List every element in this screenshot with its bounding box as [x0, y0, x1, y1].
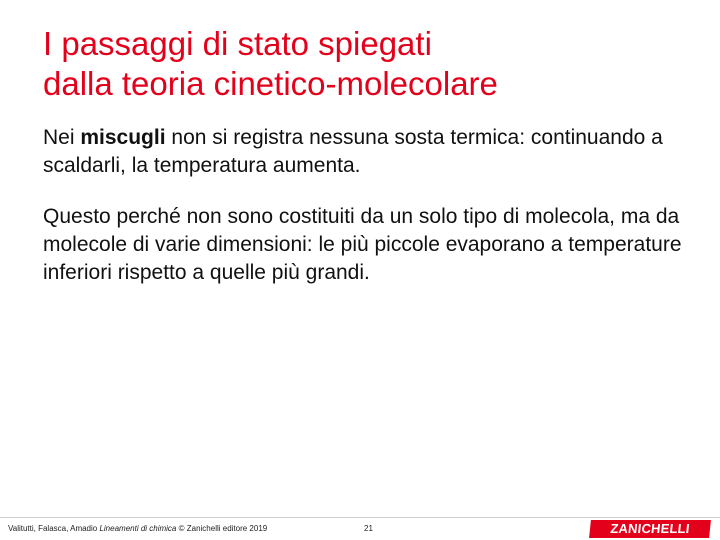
zanichelli-logo: ZANICHELLI — [589, 520, 711, 538]
footer-credit-publisher: © Zanichelli editore 2019 — [176, 524, 268, 533]
footer-credit-authors: Valitutti, Falasca, Amadio — [8, 524, 100, 533]
paragraph-2: Questo perché non sono costituiti da un solo tipo di molecola, ma da molecole di varie dimensioni: le più piccole evaporano a temperature inferiori rispetto a quelle più grandi. — [43, 205, 682, 284]
paragraph-1-bold-term: miscugli — [80, 126, 166, 149]
slide-title — [43, 24, 683, 104]
paragraph-1 — [43, 124, 693, 180]
paragraph-1-start: Nei — [43, 126, 81, 149]
footer-credit-book: Lineamenti di chimica — [99, 524, 177, 533]
slide-title-line-2: dalla teoria cinetico-molecolare — [43, 65, 498, 102]
paragraph-1-rest: non si registra nessuna sosta termica: continuando a scaldarli, la temperatura aumenta. — [43, 126, 663, 177]
slide-title-line-1: I passaggi di stato spiegati — [43, 25, 432, 62]
footer-divider — [0, 517, 720, 518]
footer-credit — [8, 524, 267, 533]
page-number: 21 — [364, 524, 373, 533]
